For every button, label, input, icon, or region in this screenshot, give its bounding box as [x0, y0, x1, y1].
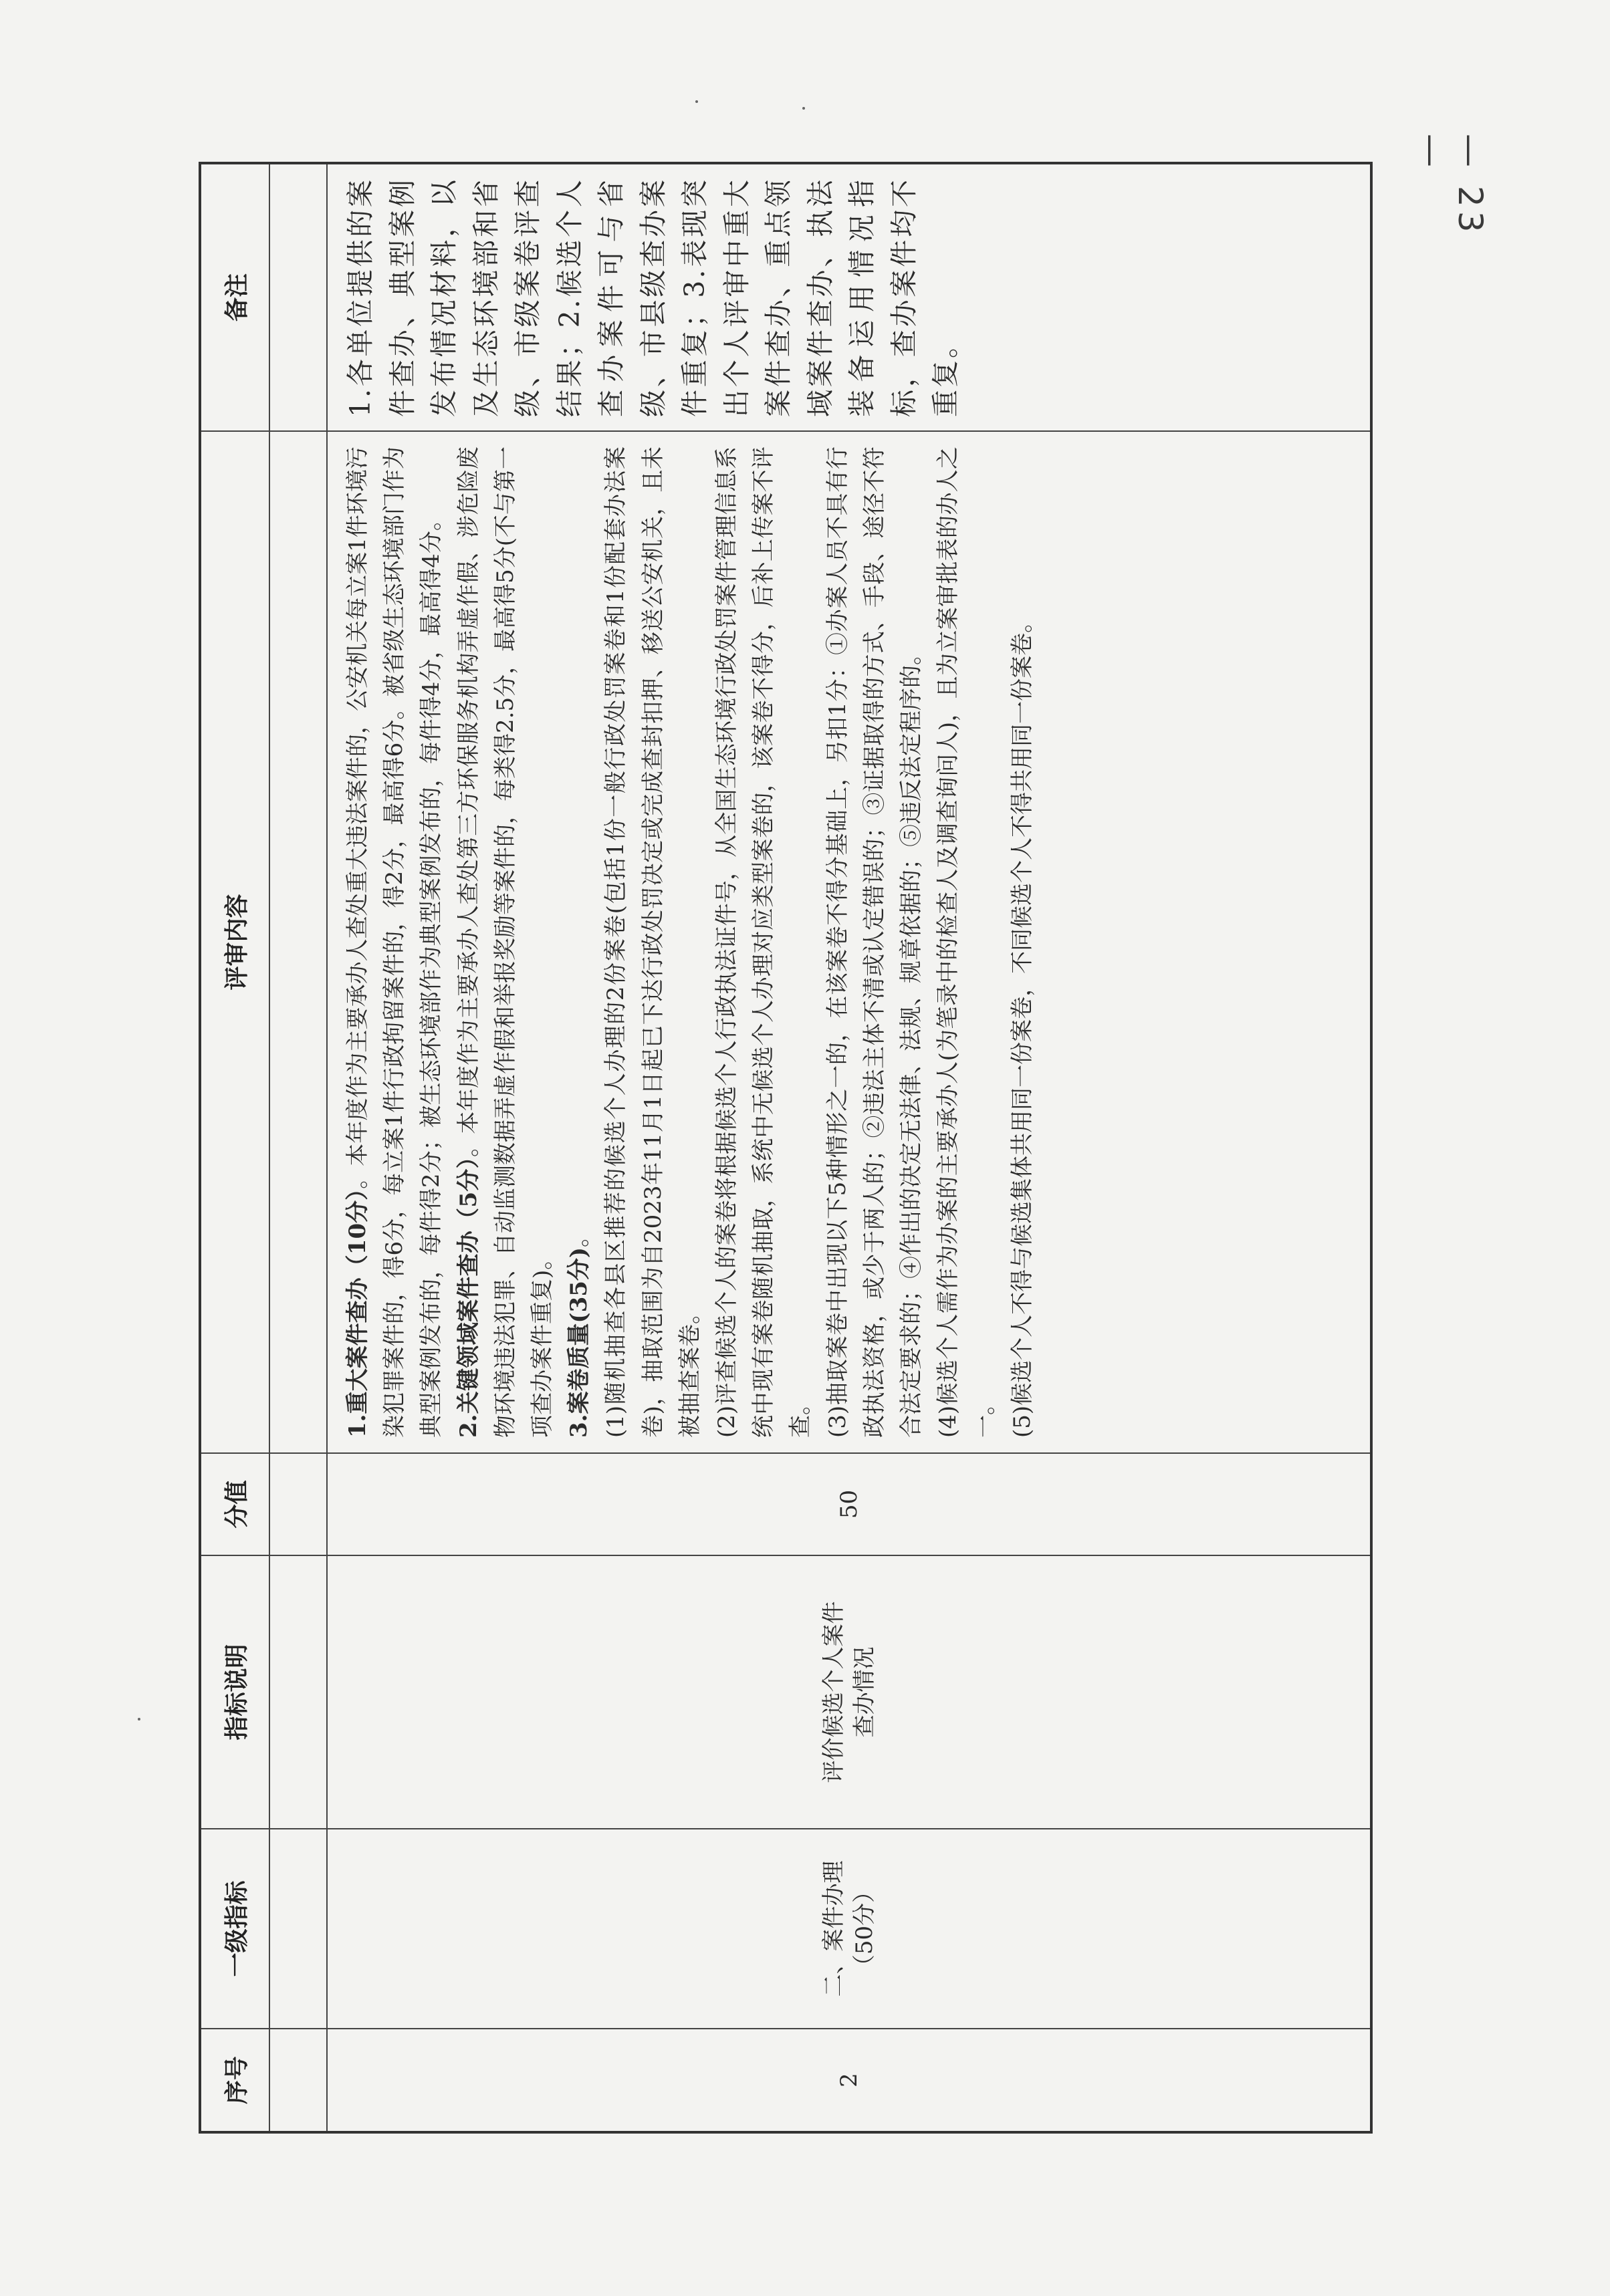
spacer-cell — [269, 2029, 327, 2132]
content-item-3-body: 。 — [566, 1225, 593, 1248]
page-number: — 23 — — [1412, 134, 1490, 237]
scan-speck — [695, 100, 698, 103]
content-subitem-4: (4)候选个人需作为办案的主要承办人(为笔录中的检查人及调查询问人)，且为立案审批表的办人之一。 — [935, 447, 999, 1438]
content-item-1-body: 。本年度作为主要承办人查处重大违法案件的，公安机关每立案1件环境污染犯罪案件的，得6分，每立案1件行政拘留案件的，得2分，最高得6分。被省级生态环境部门作为典型案例发布的，每件得2分；被生态环境部作为典型案例发布的，每件得4分，最高得4分。 — [344, 447, 445, 1438]
row-indicator-description: 评价候选个人案件查办情况 — [327, 1555, 1371, 1829]
spacer-cell — [269, 1829, 327, 2029]
notes-text: 1.各单位提供的案件查办、典型案例发布情况材料，以及生态环境部和省级、市级案卷评查结果；2.候选个人查办案件可与省级、市县级查办案件重复；3.表现突出个人评审中重大案件查办、重点领域案件查办、执法装备运用情况指标，查办案件均不重复。 — [344, 178, 961, 417]
scan-speck — [802, 107, 805, 110]
spacer-cell — [269, 163, 327, 431]
content-subitem-2: (2)评查候选个人的案卷将根据候选个人行政执法证件号，从全国生态环境行政处罚案件管理信息系统中现有案卷随机抽取，系统中无候选个人办理对应类型案卷的，该案卷不得分，后补上传案不评查。 — [713, 447, 814, 1438]
content-item-2 — [451, 447, 562, 1438]
header-indicator-description: 指标说明 — [200, 1555, 269, 1829]
content-item-2-title: 2.关键领域案件查办（5分） — [455, 1156, 482, 1438]
scan-speck — [138, 1718, 140, 1720]
row-score: 50 — [327, 1453, 1371, 1555]
header-level1-indicator: 一级指标 — [200, 1829, 269, 2029]
evaluation-table — [199, 162, 1373, 2134]
content-subitem-1: (1)随机抽查各县区推荐的候选个人办理的2份案卷(包括1份一般行政处罚案卷和1份配套办法案卷)，抽取范围为自2023年11月1日起已下达行政处罚决定或完成查封扣押、移送公安机关，且未被抽查案卷。 — [602, 447, 703, 1438]
table-header-row — [200, 163, 269, 2132]
row-review-content — [327, 431, 1371, 1453]
row-seq: 2 — [327, 2029, 1371, 2132]
content-subitem-5: (5)候选个人不得与候选集体共用同一份案卷，不同候选个人不得共用同一份案卷。 — [1008, 610, 1036, 1438]
table-spacer-row — [269, 163, 327, 2132]
evaluation-table-rotated — [199, 164, 1373, 2134]
content-item-2-body: 。本年度作为主要承办人查处第三方环保服务机构弄虚作假、涉危险废物环境违法犯罪、自动监测数据弄虚作假和举报奖励等案件的，每类得2.5分，最高得5分(不与第一项查办案件重复)。 — [455, 446, 556, 1438]
table-row — [327, 163, 1371, 2132]
header-score: 分值 — [200, 1453, 269, 1555]
header-review-content: 评审内容 — [200, 431, 269, 1453]
row-level1-indicator: 二、案件办理（50分） — [327, 1829, 1371, 2029]
content-item-1 — [340, 447, 451, 1438]
content-item-3-title: 3.案卷质量(35分) — [566, 1247, 593, 1438]
header-seq: 序号 — [200, 2029, 269, 2132]
header-notes: 备注 — [200, 163, 269, 431]
content-item-1-title: 1.重大案件查办（10分） — [344, 1188, 371, 1438]
spacer-cell — [269, 1555, 327, 1829]
spacer-cell — [269, 431, 327, 1453]
content-item-3 — [561, 447, 598, 1438]
row-notes — [327, 163, 1371, 431]
spacer-cell — [269, 1453, 327, 1555]
content-subitem-3: (3)抽取案卷中出现以下5种情形之一的，在该案卷不得分基础上，另扣1分：①办案人员不具有行政执法资格，或少于两人的；②违法主体不清或认定错误的；③证据取得的方式、手段、途径不符合法定要求的；④作出的决定无法律、法规、规章依据的；⑤违反法定程序的。 — [824, 447, 925, 1438]
